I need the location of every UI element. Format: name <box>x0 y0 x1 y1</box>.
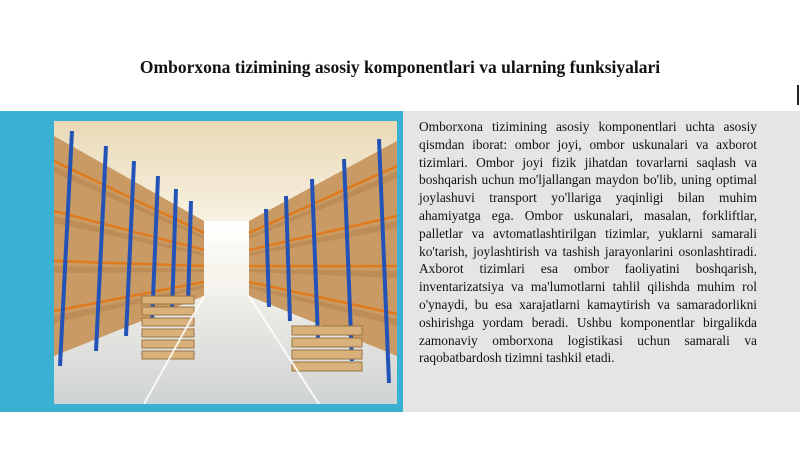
slide-body-text: Omborxona tizimining asosiy komponentlari uchta asosiy qismdan iborat: ombor joyi, ombor uskunalari va axborot tizimlari. Ombor joyi fizik jihatdan tovarlarni saqlash va boshqarish uchun mo'ljallangan maydon bo'lib, uning optimal joylashuvi transport yo'llariga yaqinligi bilan muhim ahamiyatga ega. Ombor uskunalari, masalan, forkliftlar, palletlar va avtomatlashtirilgan tizimlar, yuklarni samarali ko'tarish, joylashtirish va tashish jarayonlarini osonlashtiradi. Axborot tizimlari esa ombor faoliyatini boshqarish, inventarizatsiya va ma'lumotlarni tahlil qilishda muhim rol o'ynaydi, bu esa xarajatlarni kamaytirish va samaradorlikni oshirishga yordam beradi. Ushbu komponentlar birgalikda zamonaviy omborxona logistikasi uchun samarali va raqobatbardosh tizimni tashkil etadi. <box>419 119 757 366</box>
warehouse-aisle-photo <box>54 121 397 404</box>
slide-title: Omborxona tizimining asosiy komponentlari va ularning funksiyalari <box>139 57 661 77</box>
edge-divider <box>797 85 799 105</box>
